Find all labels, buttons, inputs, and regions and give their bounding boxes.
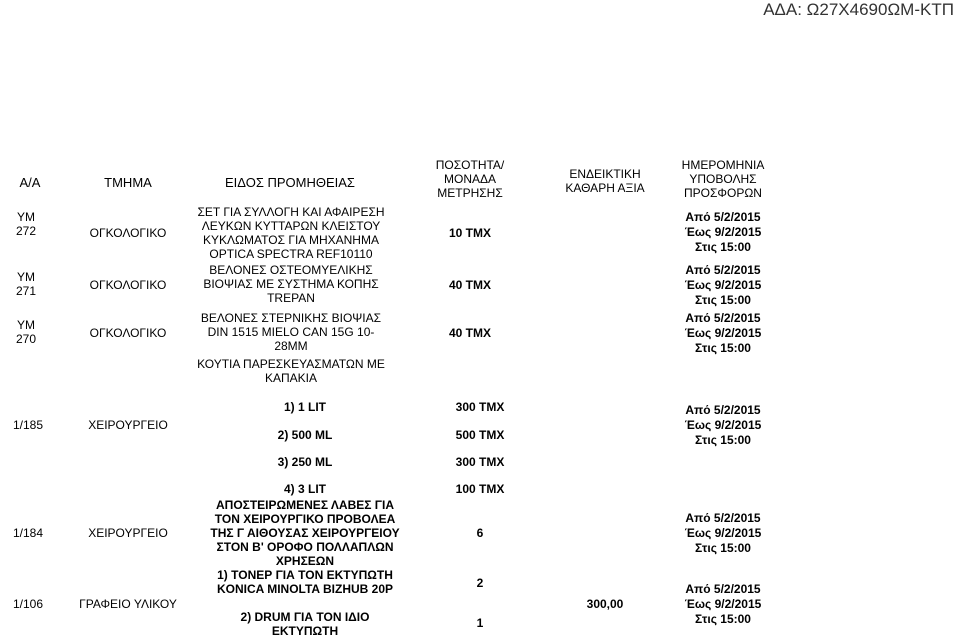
eidos-line: KONICA MINOLTA BIZHUB 20P — [217, 582, 393, 596]
date-time: Στις 15:00 — [695, 240, 751, 254]
header-timi-l1: ΕΝΔΕΙΚΤΙΚΗ — [569, 167, 641, 181]
date-time: Στις 15:00 — [695, 612, 751, 626]
header-imerominia — [668, 158, 778, 200]
row-185-qty-1: 300 ΤΜΧ — [455, 400, 505, 414]
header-imerominia-l3: ΠΡΟΣΦΟΡΩΝ — [684, 186, 762, 200]
aa-prefix: ΥΜ — [17, 210, 35, 224]
date-to: Έως 9/2/2015 — [684, 278, 762, 292]
date-time: Στις 15:00 — [695, 341, 751, 355]
row-272-dates — [668, 210, 778, 255]
date-from: Από 5/2/2015 — [685, 582, 761, 596]
row-106-qty-2: 1 — [476, 616, 484, 630]
row-185-item-2: 2) 500 ML — [277, 428, 333, 442]
header-tmima: ΤΜΗΜΑ — [104, 175, 152, 190]
row-106-qty-1: 2 — [476, 576, 484, 590]
row-184-eidos — [200, 498, 410, 568]
row-185-qty-4: 100 ΤΜΧ — [455, 482, 505, 496]
row-270-dates — [668, 311, 778, 356]
row-271-qty: 40 ΤΜΧ — [448, 278, 491, 292]
row-184-qty: 6 — [476, 526, 484, 540]
aa-number: 271 — [15, 284, 37, 298]
date-to: Έως 9/2/2015 — [684, 326, 762, 340]
row-185-dates — [668, 403, 778, 448]
date-time: Στις 15:00 — [695, 293, 751, 307]
eidos-line: ΛΕΥΚΩΝ ΚΥΤΤΑΡΩΝ ΚΛΕΙΣΤΟΥ — [201, 219, 381, 233]
row-106-item-1 — [205, 568, 405, 596]
row-272-tmima: ΟΓΚΟΛΟΓΙΚΟ — [89, 226, 167, 240]
date-from: Από 5/2/2015 — [685, 403, 761, 417]
eidos-line: ΚΥΚΛΩΜΑΤΟΣ ΓΙΑ ΜΗΧΑΝΗΜΑ — [203, 233, 379, 247]
date-from: Από 5/2/2015 — [685, 511, 761, 525]
row-272-qty: 10 ΤΜΧ — [448, 226, 491, 240]
row-185-item-4: 4) 3 LIT — [283, 482, 326, 496]
eidos-line: ΒΙΟΨΙΑΣ ΜΕ ΣΥΣΤΗΜΑ ΚΟΠΗΣ — [203, 277, 379, 291]
aa-prefix: ΥΜ — [17, 318, 35, 332]
row-185-qty-2: 500 ΤΜΧ — [455, 428, 505, 442]
eidos-line: ΤΟΝ ΧΕΙΡΟΥΡΓΙΚΟ ΠΡΟΒΟΛΕΑ — [214, 512, 396, 526]
row-185-tmima: ΧΕΙΡΟΥΡΓΕΙΟ — [88, 418, 168, 432]
header-posotita — [420, 158, 520, 200]
aa-number: 272 — [15, 224, 37, 238]
date-time: Στις 15:00 — [695, 433, 751, 447]
date-time: Στις 15:00 — [695, 541, 751, 555]
row-185-eidos-title — [196, 357, 386, 385]
row-270-qty: 40 ΤΜΧ — [448, 326, 491, 340]
row-106-item-2 — [205, 610, 405, 638]
row-185-item-3: 3) 250 ML — [277, 455, 333, 469]
date-to: Έως 9/2/2015 — [684, 418, 762, 432]
header-timi-l2: ΚΑΘΑΡΗ ΑΞΙΑ — [565, 181, 645, 195]
eidos-line: ΑΠΟΣΤΕΙΡΩΜΕΝΕΣ ΛΑΒΕΣ ΓΙΑ — [215, 498, 394, 512]
row-271-tmima: ΟΓΚΟΛΟΓΙΚΟ — [89, 278, 167, 292]
row-270-tmima: ΟΓΚΟΛΟΓΙΚΟ — [89, 326, 167, 340]
row-184-tmima: ΧΕΙΡΟΥΡΓΕΙΟ — [88, 526, 168, 540]
header-posotita-l1: ΠΟΣΟΤΗΤΑ/ — [435, 158, 505, 172]
aa-number: 270 — [15, 332, 37, 346]
row-184-aa: 1/184 — [12, 526, 44, 540]
date-to: Έως 9/2/2015 — [684, 225, 762, 239]
row-106-dates — [668, 582, 778, 627]
row-106-tmima: ΓΡΑΦΕΙΟ ΥΛΙΚΟΥ — [79, 597, 177, 611]
row-272-eidos — [196, 205, 386, 261]
date-from: Από 5/2/2015 — [685, 311, 761, 325]
ada-stamp: ΑΔΑ: Ω27Χ4690ΩΜ-ΚΤΠ — [763, 0, 954, 19]
header-imerominia-l2: ΥΠΟΒΟΛΗΣ — [689, 172, 757, 186]
aa-prefix: ΥΜ — [17, 270, 35, 284]
eidos-line: ΧΡΗΣΕΩΝ — [275, 554, 335, 568]
eidos-line: ΕΚΤΥΠΩΤΗ — [271, 624, 339, 638]
eidos-line: ΣΕΤ ΓΙΑ ΣΥΛΛΟΓΗ ΚΑΙ ΑΦΑΙΡΕΣΗ — [197, 205, 385, 219]
eidos-line: ΣΤΟΝ Β' ΟΡΟΦΟ ΠΟΛΛΑΠΛΩΝ — [216, 540, 394, 554]
eidos-line: ΤΗΣ Γ ΑΙΘΟΥΣΑΣ ΧΕΙΡΟΥΡΓΕΙΟΥ — [210, 526, 400, 540]
eidos-line: TREPAN — [267, 291, 315, 305]
row-106-price: 300,00 — [586, 597, 624, 611]
date-to: Έως 9/2/2015 — [684, 526, 762, 540]
row-106-aa: 1/106 — [12, 597, 44, 611]
header-posotita-l3: ΜΕΤΡΗΣΗΣ — [437, 186, 503, 200]
row-270-eidos — [196, 311, 386, 353]
eidos-line: 1) ΤΟΝΕΡ ΓΙΑ ΤΟΝ ΕΚΤΥΠΩΤΗ — [217, 568, 393, 582]
eidos-line: ΒΕΛΟΝΕΣ ΣΤΕΡΝΙΚΗΣ ΒΙΟΨΙΑΣ — [200, 311, 382, 325]
row-185-item-1: 1) 1 LIT — [283, 400, 326, 414]
header-imerominia-l1: ΗΜΕΡΟΜΗΝΙΑ — [681, 158, 765, 172]
eidos-line: 28MM — [274, 339, 308, 353]
header-timi — [550, 167, 660, 195]
row-185-aa: 1/185 — [12, 418, 44, 432]
date-from: Από 5/2/2015 — [685, 210, 761, 224]
eidos-line: ΒΕΛΟΝΕΣ ΟΣΤΕΟΜΥΕΛΙΚΗΣ — [209, 263, 373, 277]
row-271-dates — [668, 263, 778, 308]
row-271-aa — [8, 270, 44, 298]
row-270-aa — [8, 318, 44, 346]
header-eidos: ΕΙΔΟΣ ΠΡΟΜΗΘΕΙΑΣ — [225, 175, 355, 190]
header-posotita-l2: ΜΟΝΑΔΑ — [443, 172, 497, 186]
row-271-eidos — [196, 263, 386, 305]
eidos-line: 2) DRUM ΓΙΑ ΤΟΝ ΙΔΙΟ — [240, 610, 370, 624]
row-185-qty-3: 300 ΤΜΧ — [455, 455, 505, 469]
eidos-line: OPTICA SPECTRA REF10110 — [209, 247, 373, 261]
eidos-line: ΚΑΠΑΚΙΑ — [264, 371, 318, 385]
eidos-line: DIN 1515 MIELO CAN 15G 10- — [207, 325, 375, 339]
date-from: Από 5/2/2015 — [685, 263, 761, 277]
header-aa: Α/Α — [19, 175, 41, 190]
date-to: Έως 9/2/2015 — [684, 597, 762, 611]
eidos-line: ΚΟΥΤΙΑ ΠΑΡΕΣΚΕΥΑΣΜΑΤΩΝ ΜΕ — [197, 357, 385, 371]
row-184-dates — [668, 511, 778, 556]
row-272-aa — [8, 210, 44, 238]
